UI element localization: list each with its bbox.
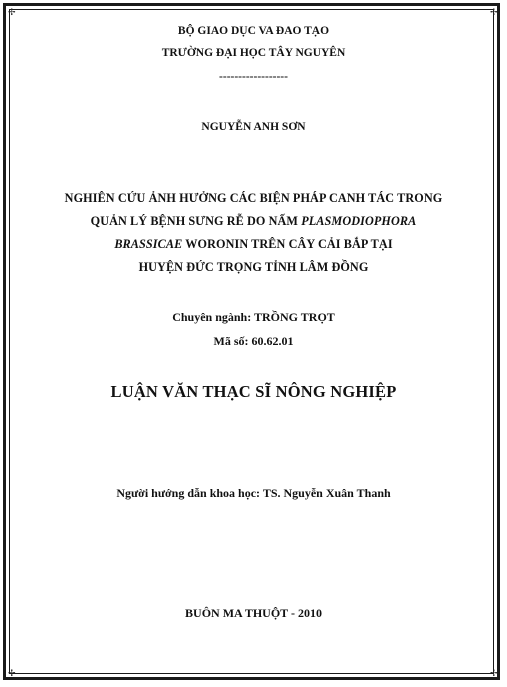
university-name: TRƯỜNG ĐẠI HỌC TÂY NGUYÊN bbox=[161, 47, 346, 59]
corner-ornament-icon: ✢ bbox=[490, 668, 498, 678]
title-line-4: HUYỆN ĐỨC TRỌNG TỈNH LÂM ĐỒNG bbox=[138, 260, 369, 274]
title-line-3-text: WORONIN TRÊN CÂY CẢI BẮP TẠI bbox=[182, 237, 393, 251]
title-line-2 bbox=[0, 214, 507, 229]
species-epithet: BRASSICAE bbox=[114, 237, 183, 251]
corner-ornament-icon: ✢ bbox=[8, 668, 16, 678]
ministry-name: BỘ GIAO DỤC VA ĐAO TẠO bbox=[177, 25, 330, 37]
title-line-2-text: QUẢN LÝ BỆNH SƯNG RỄ DO NẤM bbox=[90, 214, 302, 228]
corner-ornament-icon: ✢ bbox=[8, 7, 16, 17]
supervisor: Người hướng dẫn khoa học: TS. Nguyễn Xuân Thanh bbox=[116, 486, 391, 500]
corner-ornament-icon: ✢ bbox=[490, 7, 498, 17]
place-year: BUÔN MA THUỘT - 2010 bbox=[185, 606, 322, 620]
code-number: Mã số: 60.62.01 bbox=[213, 334, 294, 348]
header-divider: ------------------ bbox=[219, 71, 288, 83]
species-genus: PLASMODIOPHORA bbox=[301, 214, 417, 228]
major: Chuyên ngành: TRỒNG TRỌT bbox=[172, 310, 335, 324]
title-line-3 bbox=[0, 237, 507, 252]
degree-title: LUẬN VĂN THẠC SĨ NÔNG NGHIỆP bbox=[110, 382, 397, 401]
author-name: NGUYỄN ANH SƠN bbox=[201, 121, 306, 133]
title-line-1: NGHIÊN CỨU ẢNH HƯỞNG CÁC BIỆN PHÁP CANH TÁC TRONG bbox=[64, 191, 443, 205]
